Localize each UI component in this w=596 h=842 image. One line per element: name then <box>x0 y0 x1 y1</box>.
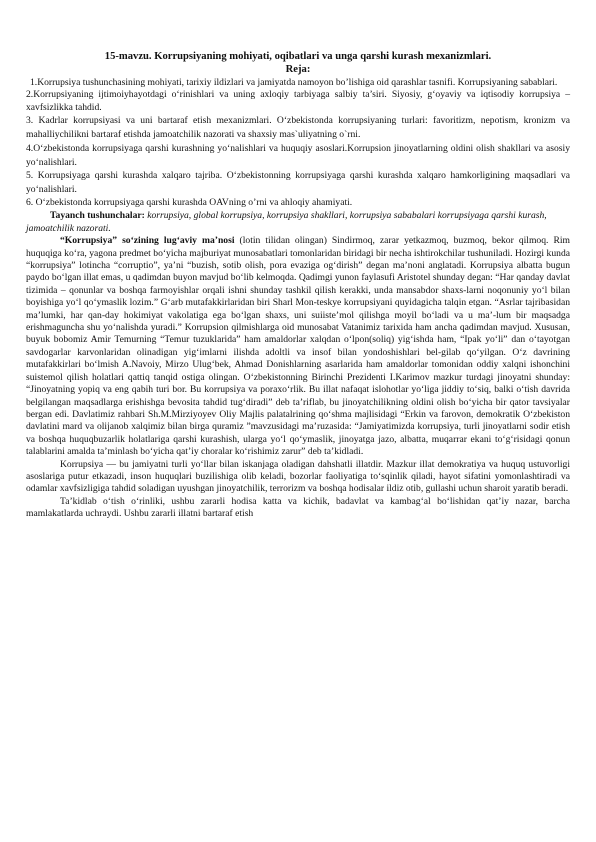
key-concepts-text: korrupsiya, global korrupsiya, korrupsiya shakllari, korrupsiya sababalari korrupsiyaga qarshi kurash, jamoatchilik nazorati. <box>26 210 547 234</box>
key-concepts-label: Tayanch tushunchalar: <box>50 210 145 222</box>
plan-item-3: 3. Kadrlar korrupsiyasi va uni bartaraf etish mexanizmlari. O‘zbekistonda korrupsiyaning turlari: favoritizm, nepotism, kronizm va mahalliychilikni bartaraf etishda jamoatchilik nazorati va shaxsiy mas`uliyatning o`rni. <box>26 115 570 141</box>
definition-body: (lotin tilidan olingan) Sindirmoq, zarar yetkazmoq, buzmoq, bekor qilmoq. Rim huquqiga ko‘ra, yagona predmet bo‘yicha majburiyat munosabatlari tomonlaridan biridagi bir necha ishtirokchilar tushuniladi. Hozirgi kunda “korrupsiya” lotincha “corruptio”, ya’ni “buzish, sotib olish, pora evaziga og‘dirish” degan ma’noni anglatadi. Korrupsiya albatta bugun paydo bo‘lgan illat emas, u qadimdan buyon mavjud bo‘lib kelmoqda. Qadimgi yunon faylasufi Aristotel shunday degan: “Har qanday davlat tizimida – qonunlar va boshqa farmoyishlar orqali ishni shunday tashkil qilish kerakki, unda mansabdor shaxs-larni noqonuniy yo‘l bilan boyishiga yo‘l qo‘ymaslik lozim.” G‘arb mutafakkirlaridan biri Sharl Mon-teskye korrupsiyani quyidagicha talqin etgan. “Asrlar tajribasidan ma’lumki, har qan-day hokimiyat vakolatiga ega bo‘lgan shaxs, uni suiiste’mol qilishga moyil bo‘ladi va u ma’-lum bir maqsadga erishmaguncha shu yo‘nalishda yuradi.” Korrupsion qilmishlarga oid munosabat Vatanimiz tarixida ham ancha qadimdan mavjud. Xususan, buyuk bobomiz Amir Temurning “Temur tuzuklarida” ham amaldorlar xalqdan o‘lpon(soliq) yig‘ishda ham, “Ipak yo‘li” dan o‘tayotgan savdogarlar karvonlaridan olinadigan yig‘imlarni ilishda adoltli va insof bilan yondoshishlari bel-gilab qo‘yilgan. O‘z davrining mutafakkirlari bo‘lmish A.Navoiy, Mirzo Ulug‘bek, Ahmad Donishlarning asarlarida ham amaldorlar tomonidan oddiy xalqni ishonchini suistemol qilish holatlari qattiq tanqid ostiga olingan. O‘zbekistonning Birinchi Prezidenti I.Karimov mazkur turdagi jinoyatni shunday: “Jinoyatning yopiq va eng qabih turi bor. Bu korrupsiya va poraxo‘rlik. Bu illat nafaqat islohotlar yo‘liga jiddiy to‘siq, balki o‘tish davrida belgilangan maqsadlarga erishishga bevosita tahdid tug‘diradi” deb ta’riflab, bu jinoyatchilikning oldini olish bo‘yicha bir qator tavsiyalar bergan edi. Davlatimiz rahbari Sh.M.Mirziyoyev Oliy Majlis palatalrining qo‘shma majlisidagi “Erkin va farovon, demokratik O‘zbekiston davlatini mard va olijanob xalqimiz bilan birga quramiz ”mavzusidagi ma’ruzasida: “Jamiyatimizda korrupsiya, turli jinoyatlarni sodir etish va boshqa huquqbuzarlik holatlariga qarshi kurashish, ularga yo‘l qo‘ymaslik, jinoyatga jazo, albatta, muqarrar ekani to‘g‘risidagi qonun talablarini amalda ta’minlash bo‘yicha qat’iy choralar ko‘rishimiz zarur” deb ta’kidladi. <box>26 235 570 458</box>
plan-list <box>26 77 570 209</box>
paragraph-all-countries: Ta’kidlab o‘tish o‘rinliki, ushbu zararli hodisa katta va kichik, badavlat va kambag‘al bo‘lishidan qat’iy nazar, barcha mamlakatlarda uchraydi. Ushbu zararli illatni bartaraf etish <box>26 495 570 520</box>
plan-item-4: 4.O‘zbekistonda korrupsiyaga qarshi kurashning yo‘nalishlari va huquqiy asoslari.Korrupsion jinoyatlarning oldini olish shakllari va asosiy yo‘nalishlari. <box>26 142 570 168</box>
document-title: 15-mavzu. Korrupsiyaning mohiyati, oqibatlari va unga qarshi kurash mexanizmlari. <box>104 51 492 62</box>
plan-item-1: 1.Korrupsiya tushunchasining mohiyati, tarixiy ildizlari va jamiyatda namoyon bo’lishiga oid qarashlar tasnifi. Korrupsiyaning sabablari. <box>30 77 558 88</box>
plan-item-6: 6. O‘zbekistonda korrupsiyaga qarshi kurashda OAVning o’rni va ahloqiy ahamiyati. <box>26 197 353 208</box>
paragraph-corruption-evil: Korrupsiya — bu jamiyatni turli yo‘llar bilan iskanjaga oladigan dahshatli illatdir. Mazkur illat demokratiya va huquq ustuvorligi asoslariga putur etkazadi, inson huquqlari buzilishiga olib keladi, bozorlar faoliyatiga to‘sqinlik qiladi, hayot sifatini yomonlashtiradi va odamlar xavfsizligiga tahdid soladigan uyushgan jinoyatchilik, terrorizm va boshqa hodisalar ildiz otib, gullashi uchun sharoit yaratib beradi. <box>26 458 570 495</box>
plan-heading: Reja: <box>285 64 311 75</box>
plan-item-2: 2.Korrupsiyaning ijtimoiyhayotdagi o‘rinishlari va uning axloqiy tarbiyaga salbiy ta’siri. Siyosiy, g‘oyaviy va iqtisodiy korrupsiya – xavfsizlikka tahdid. <box>26 89 570 113</box>
definition-term: “Korrupsiya” so‘zining lug‘aviy ma’nosi <box>60 235 235 247</box>
key-concepts <box>26 210 570 235</box>
document-page <box>26 50 570 521</box>
plan-item-5: 5. Korrupsiyaga qarshi kurashda xalqaro tajriba. O‘zbekistonning korrupsiyaga qarshi kurashda xalqaro hamkorligining maqsadlari va yo‘nalishlari. <box>26 170 570 196</box>
paragraph-definition <box>26 235 570 458</box>
